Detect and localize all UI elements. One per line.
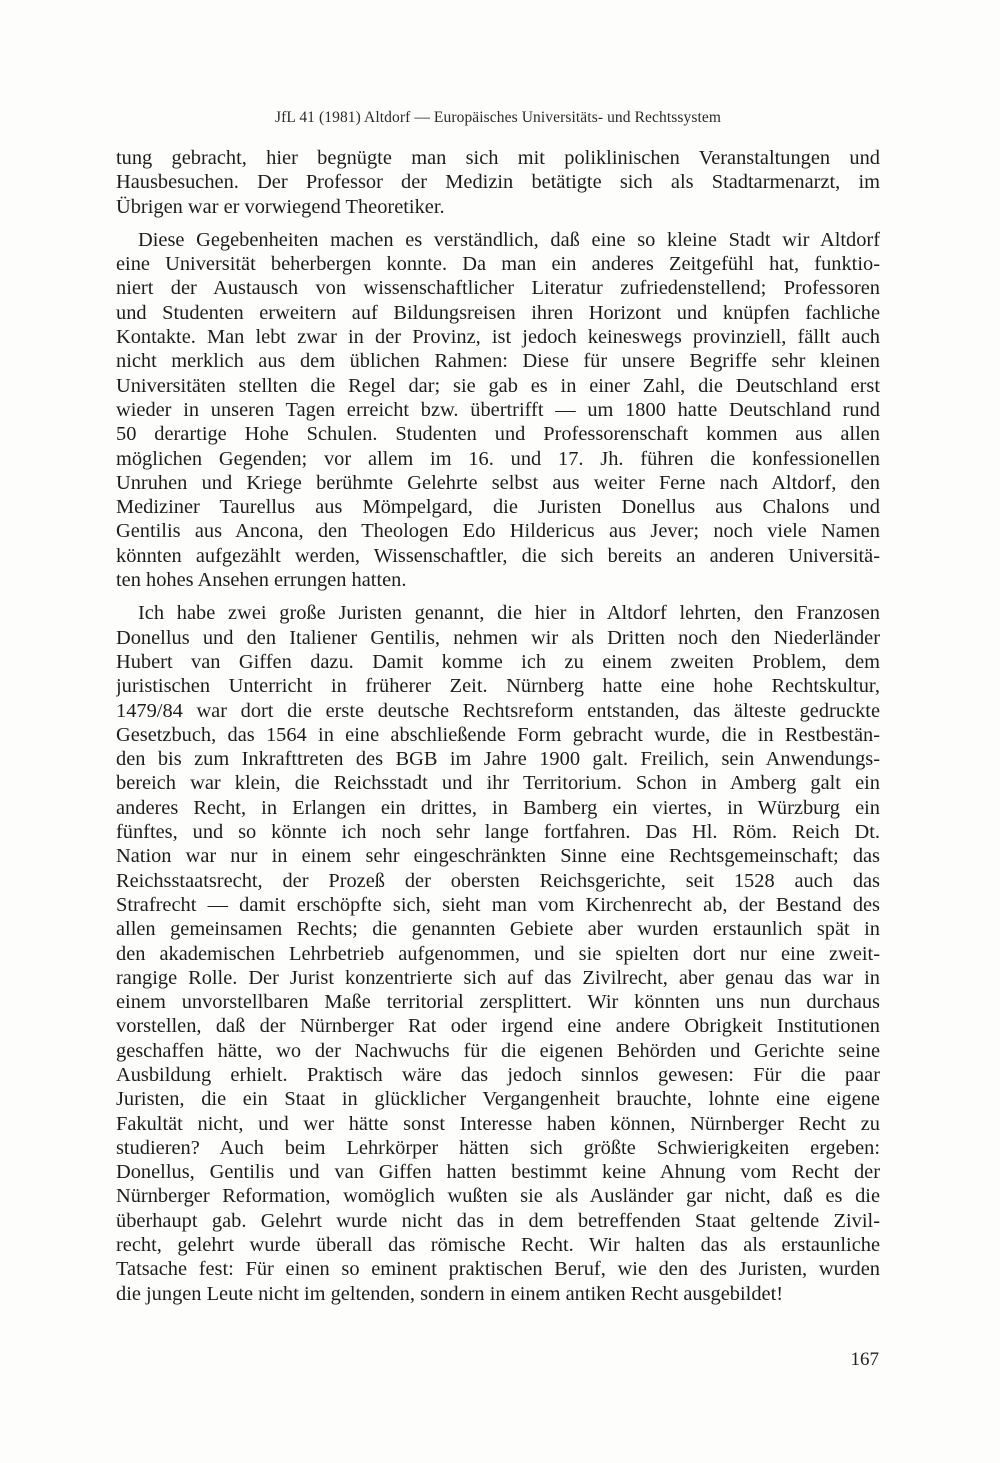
text-line: geschaffen hätte, wo der Nachwuchs für die eigenen Behörden und Gerichte seine [116,1039,880,1062]
text-line: Unruhen und Kriege berühmte Gelehrte selbst aus weiter Ferne nach Altdorf, den [116,471,880,494]
text-line: studieren? Auch beim Lehrkörper hätten sich größte Schwierigkeiten ergeben: [116,1136,880,1159]
text-line: 1479/84 war dort die erste deutsche Rechtsreform entstanden, das älteste gedruckte [116,699,880,722]
text-line: den akademischen Lehrbetrieb aufgenommen, und sie spielten dort nur eine zweit- [116,942,880,965]
text-line: tung gebracht, hier begnügte man sich mit poliklinischen Veranstaltungen und [116,147,880,169]
text-line: Übrigen war er vorwiegend Theoretiker. [116,195,445,218]
page-number: 167 [850,1349,879,1370]
text-line: ten hohes Ansehen errungen hatten. [116,569,407,592]
paragraph [116,146,880,219]
text-line: rangige Rolle. Der Jurist konzentrierte sich auf das Zivilrecht, aber genau das war in [116,966,880,989]
text-line: niert der Austausch von wissenschaftlicher Literatur zufriedenstellend; Professoren [116,277,880,300]
text-line: möglichen Gegenden; vor allem im 16. und 17. Jh. führen die konfessionellen [116,447,880,470]
paragraph [116,228,880,592]
text-line: Juristen, die ein Staat in glücklicher Vergangenheit brauchte, lohnte eine eigene [116,1088,880,1111]
text-line: einem unvorstellbaren Maße territorial zersplittert. Wir könnten uns nun durchaus [116,991,880,1014]
text-line: Reichsstaatsrecht, der Prozeß der obersten Reichsgerichte, seit 1528 auch das [116,869,880,892]
text-line: Universitäten stellten die Regel dar; sie gab es in einer Zahl, die Deutschland erst [116,374,880,397]
text-line: fünftes, und so könnte ich noch sehr lange fortfahren. Das Hl. Röm. Reich Dt. [116,821,880,844]
text-line: könnten aufgezählt werden, Wissenschaftler, die sich bereits an anderen Universitä- [116,544,880,567]
text-line: und Studenten erweitern auf Bildungsreisen ihren Horizont und knüpfen fachliche [116,301,880,324]
text-line: Mediziner Taurellus aus Mömpelgard, die Juristen Donellus aus Chalons und [116,496,880,519]
body-text [116,146,880,1306]
paragraph [116,601,880,1306]
text-line: recht, gelehrt wurde überall das römische Recht. Wir halten das als erstaunliche [116,1234,880,1257]
text-line: Donellus und den Italiener Gentilis, nehmen wir als Dritten noch den Niederländer [116,626,880,649]
text-line: Hausbesuchen. Der Professor der Medizin betätigte sich als Stadtarmenarzt, im [116,171,880,194]
text-line: vorstellen, daß der Nürnberger Rat oder irgend eine andere Obrigkeit Institutionen [116,1015,880,1038]
text-line: Gesetzbuch, das 1564 in eine abschließende Form gebracht wurde, die in Restbestän- [116,723,880,746]
text-line: überhaupt gab. Gelehrt wurde nicht das in dem betreffenden Staat geltende Zivil- [116,1209,880,1232]
text-line: Ausbildung erhielt. Praktisch wäre das jedoch sinnlos gewesen: Für die paar [116,1063,880,1086]
text-line: Nürnberger Reformation, womöglich wußten sie als Ausländer gar nicht, daß es die [116,1185,880,1208]
text-line: Gentilis aus Ancona, den Theologen Edo Hildericus aus Jever; noch viele Namen [116,520,880,543]
text-line: allen gemeinsamen Rechts; die genannten Gebiete aber wurden erstaunlich spät in [116,918,880,941]
text-line: anderes Recht, in Erlangen ein drittes, in Bamberg ein viertes, in Würzburg ein [116,796,880,819]
text-line: Tatsache fest: Für einen so eminent praktischen Beruf, wie den des Juristen, wurden [116,1258,880,1281]
text-line: den bis zum Inkrafttreten des BGB im Jahre 1900 galt. Freilich, sein Anwendungs- [116,748,880,771]
text-line: Fakultät nicht, und wer hätte sonst Interesse haben können, Nürnberger Recht zu [116,1112,880,1135]
text-line: Diese Gegebenheiten machen es verständlich, daß eine so kleine Stadt wir Altdorf [138,228,880,251]
text-line: Hubert van Giffen dazu. Damit komme ich zu einem zweiten Problem, dem [116,650,880,673]
text-line: wieder in unseren Tagen erreicht bzw. übertrifft — um 1800 hatte Deutschland rund [116,398,880,421]
text-line: 50 derartige Hohe Schulen. Studenten und Professorenschaft kommen aus allen [116,423,880,446]
text-line: Strafrecht — damit erschöpfte sich, sieht man vom Kirchenrecht ab, der Bestand des [116,893,880,916]
text-line: Nation war nur in einem sehr eingeschränkten Sinne eine Rechtsgemeinschaft; das [116,845,880,868]
running-head: JfL 41 (1981) Altdorf — Europäisches Universitäts- und Rechtssystem [274,109,722,126]
text-line: die jungen Leute nicht im geltenden, sondern in einem antiken Recht ausgebildet! [116,1282,784,1305]
text-line: bereich war klein, die Reichsstadt und ihr Territorium. Schon in Amberg galt ein [116,772,880,795]
text-line: Ich habe zwei große Juristen genannt, die hier in Altdorf lehrten, den Franzosen [138,602,880,625]
text-line: juristischen Unterricht in früherer Zeit. Nürnberg hatte eine hohe Rechtskultur, [116,675,880,698]
text-line: Donellus, Gentilis und van Giffen hatten bestimmt keine Ahnung vom Recht der [116,1161,880,1184]
text-line: nicht merklich aus dem üblichen Rahmen: Diese für unsere Begriffe sehr kleinen [116,350,880,373]
text-line: eine Universität beherbergen konnte. Da man ein anderes Zeitgefühl hat, funktio- [116,253,880,276]
text-line: Kontakte. Man lebt zwar in der Provinz, ist jedoch keineswegs provinziell, fällt auch [116,326,880,349]
